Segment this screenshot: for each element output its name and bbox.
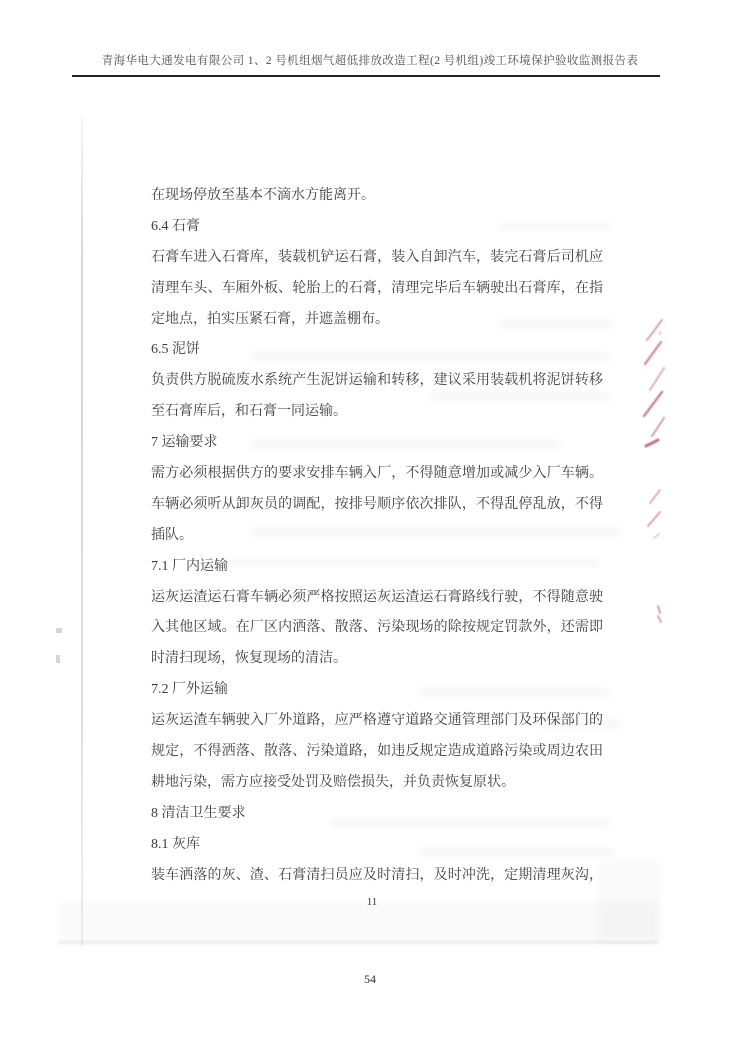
page-fold-line xyxy=(81,118,83,946)
text-line: 石膏车进入石膏库，装载机铲运石膏，装入自卸汽车，装完石膏后司机应 xyxy=(151,249,603,265)
scan-bleed-artifact xyxy=(60,902,660,942)
document-page-number: 11 xyxy=(366,896,378,908)
text-line: 需方必须根据供方的要求安排车辆入厂，不得随意增加或减少入厂车辆。 xyxy=(151,466,603,482)
text-line: 入其他区域。在厂区内洒落、散落、污染现场的除按规定罚款外，还需即 xyxy=(151,620,603,636)
header-rule xyxy=(72,75,660,77)
scan-page-bottom-edge xyxy=(58,941,658,944)
pdf-page-number: 54 xyxy=(364,972,376,986)
text-line: 装车洒落的灰、渣、石膏清扫员应及时清扫，及时冲洗，定期清理灰沟， xyxy=(151,867,603,883)
red-ink-bleed-marks xyxy=(640,298,674,628)
section-heading: 6.5 泥饼 xyxy=(151,342,200,358)
text-line: 耕地污染，需方应接受处罚及赔偿损失，并负责恢复原状。 xyxy=(151,774,515,790)
text-line: 至石膏库后，和石膏一同运输。 xyxy=(151,404,347,420)
text-line: 清理车头、车厢外板、轮胎上的石膏，清理完毕后车辆驶出石膏库，在指 xyxy=(151,280,603,296)
scan-speck xyxy=(56,628,62,633)
text-line: 时清扫现场，恢复现场的清洁。 xyxy=(151,651,347,667)
text-line: 定地点，拍实压紧石膏，并遮盖棚布。 xyxy=(151,311,389,327)
section-heading: 8 清洁卫生要求 xyxy=(151,805,246,821)
section-heading: 7.2 厂外运输 xyxy=(151,682,228,698)
text-line: 插队。 xyxy=(151,527,193,543)
text-line: 运灰运渣运石膏车辆必须严格按照运灰运渣运石膏路线行驶，不得随意驶 xyxy=(151,589,603,605)
section-heading: 8.1 灰库 xyxy=(151,836,200,852)
document-body xyxy=(151,181,603,891)
section-heading: 7.1 厂内运输 xyxy=(151,558,228,574)
page-header-title: 青海华电大通发电有限公司 1、2 号机组烟气超低排放改造工程(2 号机组)竣工环境保护验收监测报告表 xyxy=(101,55,639,67)
scan-speck xyxy=(56,655,60,663)
section-heading: 6.4 石膏 xyxy=(151,218,200,234)
text-line: 规定，不得洒落、散落、污染道路，如违反规定造成道路污染或周边农田 xyxy=(151,744,603,760)
section-heading: 7 运输要求 xyxy=(151,435,218,451)
text-line: 在现场停放至基本不滴水方能离开。 xyxy=(151,188,375,203)
text-line: 运灰运渣车辆驶入厂外道路，应严格遵守道路交通管理部门及环保部门的 xyxy=(151,713,603,729)
text-line: 车辆必须听从卸灰员的调配，按排号顺序依次排队，不得乱停乱放，不得 xyxy=(151,496,603,512)
text-line: 负责供方脱硫废水系统产生泥饼运输和转移，建议采用装载机将泥饼转移 xyxy=(151,373,603,389)
